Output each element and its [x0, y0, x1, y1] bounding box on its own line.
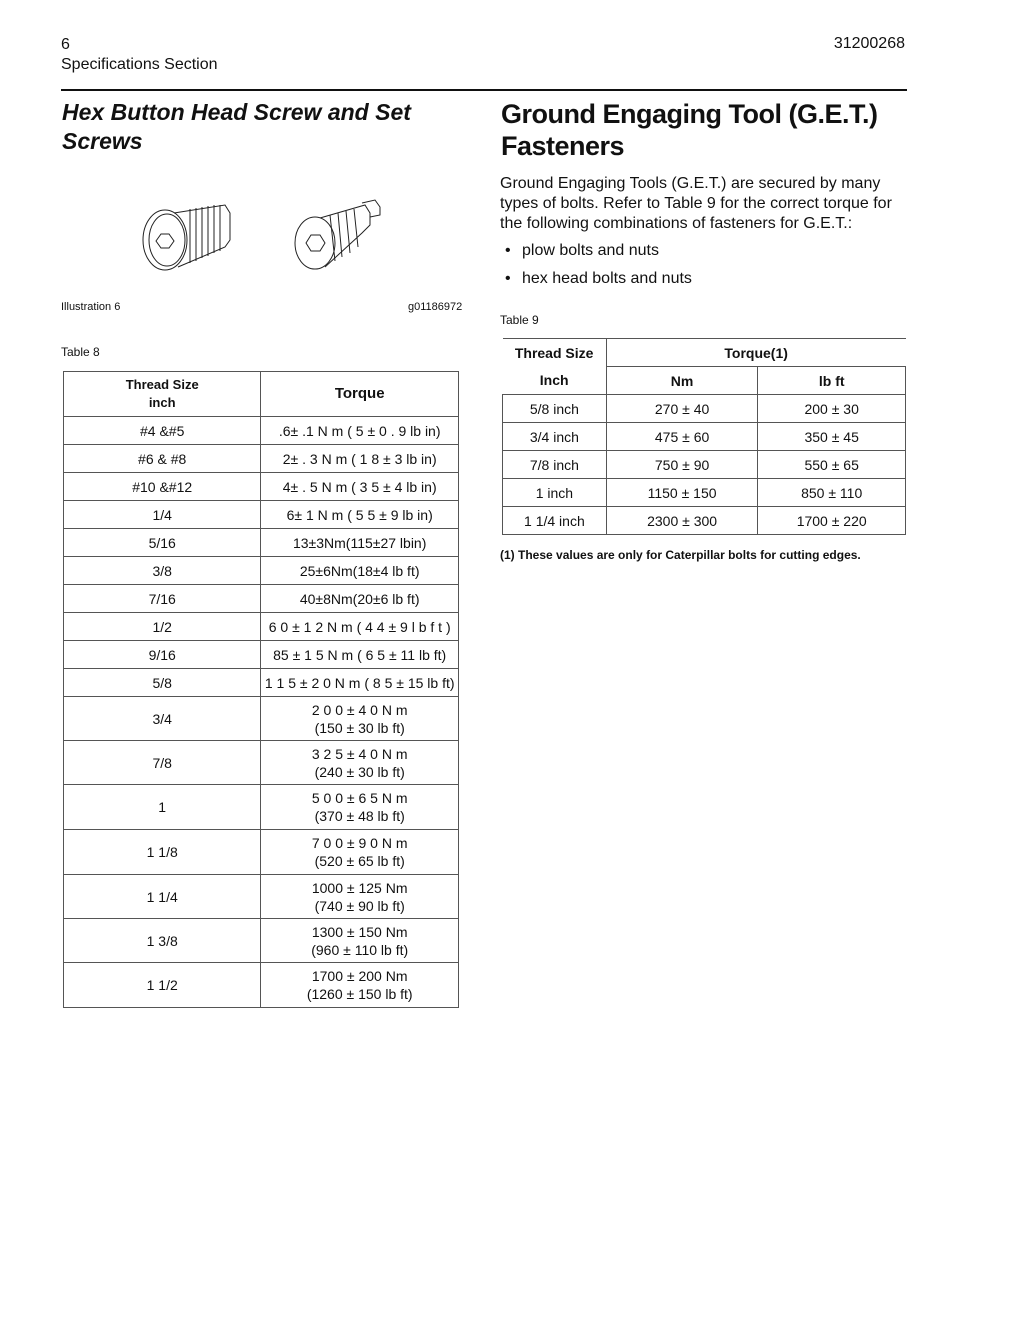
- table-cell: 2300 ± 300: [606, 507, 758, 535]
- table-cell: 1: [64, 785, 261, 830]
- table-cell: 3/8: [64, 557, 261, 585]
- table-cell: [261, 697, 459, 741]
- table-header-inch: Inch: [503, 367, 607, 395]
- table-cell: 2± . 3 N m ( 1 8 ± 3 lb in): [261, 445, 459, 473]
- table-cell: #10 &#12: [64, 473, 261, 501]
- illustration-code: g01186972: [408, 301, 463, 313]
- table-header-thread-size: [64, 372, 261, 417]
- table-cell: 3/4: [64, 697, 261, 741]
- table-cell: 1150 ± 150: [606, 479, 758, 507]
- table-header-torque: Torque: [261, 372, 459, 417]
- table-cell: 270 ± 40: [606, 395, 758, 423]
- fastener-list: [500, 240, 900, 296]
- table-cell: 1/2: [64, 613, 261, 641]
- left-section-title: Hex Button Head Screw and Set Screws: [62, 99, 411, 154]
- table-cell: [261, 785, 459, 830]
- table-cell: [261, 741, 459, 785]
- table-header-lbft: lb ft: [758, 367, 906, 395]
- table-cell: 1 inch: [503, 479, 607, 507]
- table-cell: 7/8: [64, 741, 261, 785]
- section-name: Specifications Section: [61, 56, 218, 73]
- table-cell: 25±6Nm(18±4 lb ft): [261, 557, 459, 585]
- illustration-caption: Illustration 6: [61, 301, 121, 313]
- table-cell: #6 & #8: [64, 445, 261, 473]
- header-line: inch: [148, 395, 176, 410]
- right-section-title: Ground Engaging Tool (G.E.T.) Fasteners: [501, 99, 878, 161]
- table-header-nm: Nm: [606, 367, 758, 395]
- torque-nm: 1700 ± 200 Nm: [311, 968, 408, 984]
- table-header-torque: Torque(1): [606, 339, 905, 367]
- torque-lbft: (740 ± 90 lb ft): [314, 897, 405, 914]
- header-line: Thread Size: [125, 377, 199, 392]
- page-number: 6: [61, 36, 70, 53]
- table-cell: 9/16: [64, 641, 261, 669]
- table-cell: 1 1/4 inch: [503, 507, 607, 535]
- header-rule: [61, 89, 907, 91]
- table-cell: 6 0 ± 1 2 N m ( 4 4 ± 9 l b f t ): [261, 613, 459, 641]
- table-cell: 6± 1 N m ( 5 5 ± 9 lb in): [261, 501, 459, 529]
- torque-nm: 7 0 0 ± 9 0 N m: [311, 835, 408, 851]
- torque-lbft: (1260 ± 150 lb ft): [306, 986, 413, 1002]
- torque-lbft: (520 ± 65 lb ft): [314, 853, 405, 869]
- table-cell: 85 ± 1 5 N m ( 6 5 ± 11 lb ft): [261, 641, 459, 669]
- table-cell: 1/4: [64, 501, 261, 529]
- table-9-label: Table 9: [500, 313, 539, 327]
- table-8-label: Table 8: [61, 345, 100, 359]
- torque-table-8: [63, 371, 459, 1008]
- table-cell: [261, 830, 459, 875]
- table-cell: 1 1/8: [64, 830, 261, 875]
- table-cell: 3/4 inch: [503, 423, 607, 451]
- table-cell: 5/16: [64, 529, 261, 557]
- table-cell: 850 ± 110: [758, 479, 906, 507]
- table-cell: 350 ± 45: [758, 423, 906, 451]
- table-cell: 550 ± 65: [758, 451, 906, 479]
- table-cell: 750 ± 90: [606, 451, 758, 479]
- table-cell: 1 3/8: [64, 919, 261, 963]
- doc-number: 31200268: [833, 35, 905, 52]
- torque-nm: 1000 ± 125 Nm: [311, 879, 408, 896]
- torque-lbft: (150 ± 30 lb ft): [314, 719, 405, 736]
- table-header-thread-size: Thread Size: [503, 339, 607, 367]
- table-cell: 475 ± 60: [606, 423, 758, 451]
- table-cell: 5/8 inch: [503, 395, 607, 423]
- table-cell: #4 &#5: [64, 417, 261, 445]
- page-header-left: [61, 35, 218, 75]
- torque-nm: 1300 ± 150 Nm: [311, 923, 408, 940]
- table-cell: [261, 963, 459, 1008]
- table-cell: [261, 919, 459, 963]
- table-cell: 40±8Nm(20±6 lb ft): [261, 585, 459, 613]
- screw-illustration: [130, 185, 390, 285]
- torque-lbft: (960 ± 110 lb ft): [311, 941, 409, 958]
- torque-table-9: [502, 338, 906, 535]
- torque-nm: 3 2 5 ± 4 0 N m: [311, 745, 408, 762]
- table-cell: 7/8 inch: [503, 451, 607, 479]
- table-cell: 200 ± 30: [758, 395, 906, 423]
- intro-paragraph: Ground Engaging Tools (G.E.T.) are secured by many types of bolts. Refer to Table 9 for the correct torque for the following combinations of fasteners for G.E.T.:: [500, 175, 892, 232]
- table-cell: 7/16: [64, 585, 261, 613]
- table-cell: 4± . 5 N m ( 3 5 ± 4 lb in): [261, 473, 459, 501]
- table-cell: 1 1/2: [64, 963, 261, 1008]
- table-cell: 13±3Nm(115±27 lbin): [261, 529, 459, 557]
- table-cell: 5/8: [64, 669, 261, 697]
- torque-nm: 5 0 0 ± 6 5 N m: [311, 790, 408, 806]
- torque-lbft: (240 ± 30 lb ft): [314, 763, 405, 780]
- table-cell: 1 1/4: [64, 875, 261, 919]
- torque-lbft: (370 ± 48 lb ft): [314, 808, 405, 824]
- table-cell: 1 1 5 ± 2 0 N m ( 8 5 ± 15 lb ft): [261, 669, 459, 697]
- table-footnote: (1) These values are only for Caterpillar bolts for cutting edges.: [500, 548, 861, 562]
- list-item: • plow bolts and nuts: [500, 240, 900, 268]
- table-cell: 1700 ± 220: [758, 507, 906, 535]
- torque-nm: 2 0 0 ± 4 0 N m: [311, 701, 408, 718]
- table-cell: [261, 875, 459, 919]
- list-item: • hex head bolts and nuts: [500, 268, 900, 296]
- table-cell: .6± .1 N m ( 5 ± 0 . 9 lb in): [261, 417, 459, 445]
